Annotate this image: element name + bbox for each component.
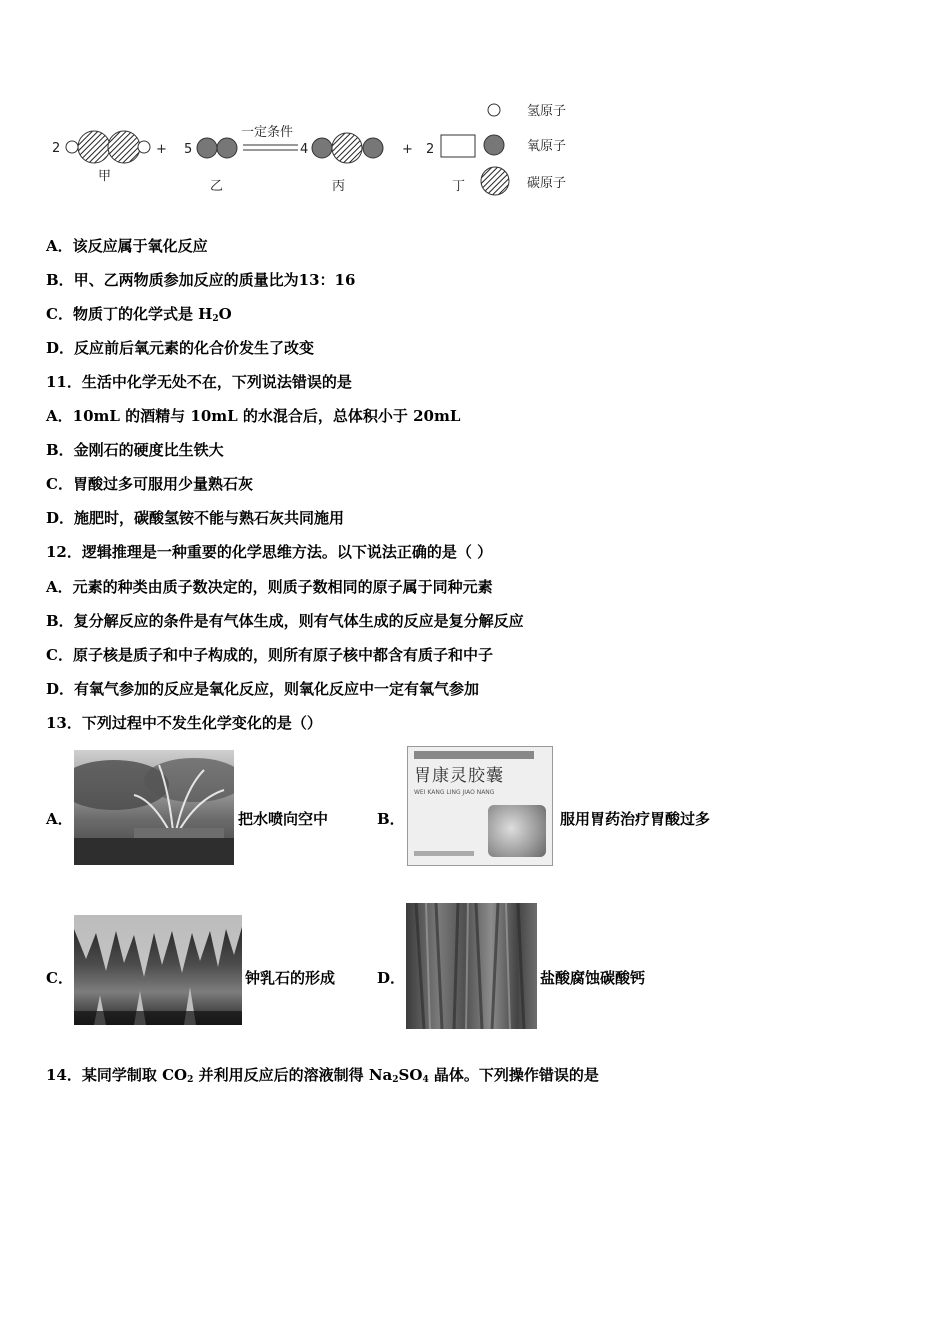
q11-option-d: D．施肥时，碳酸氢铵不能与熟石灰共同施用	[46, 509, 345, 527]
q13-c-text: 钟乳石的形成	[245, 969, 336, 987]
label-yi: 乙	[210, 179, 224, 194]
oxygen-atom	[312, 138, 332, 158]
box-brand-text: 胃康灵胶囊	[414, 766, 504, 786]
carbon-atom	[78, 131, 110, 163]
oxygen-atom	[363, 138, 383, 158]
hydrogen-atom	[66, 141, 78, 153]
legend-carbon-label: 碳原子	[527, 176, 567, 191]
stalactite-photo	[74, 915, 242, 1025]
fountain-photo	[74, 750, 234, 865]
q10-c-pre: C．物质丁的化学式是 H	[46, 305, 213, 323]
unknown-box	[441, 135, 475, 157]
legend-oxygen-icon	[484, 135, 504, 155]
q13-b-label: B．	[377, 810, 405, 828]
q14-mid: 并利用反应后的溶液制得 Na	[193, 1066, 393, 1084]
hydrogen-atom	[138, 141, 150, 153]
q11-option-a: A．10mL 的酒精与 10mL 的水混合后，总体积小于 20mL	[46, 407, 461, 425]
reaction-diagram	[40, 98, 600, 208]
medicine-box-photo	[407, 746, 553, 866]
q14-pre: 14．某同学制取 CO	[46, 1066, 188, 1084]
q13-d-text: 盐酸腐蚀碳酸钙	[540, 969, 646, 987]
q14-sub2: 2	[392, 1075, 399, 1085]
plus-sign: +	[156, 142, 167, 157]
legend-carbon-icon	[481, 167, 509, 195]
coeff-ding: 2	[426, 142, 435, 157]
q14-sub3: 4	[422, 1075, 429, 1085]
q10-c-sub: 2	[212, 314, 219, 324]
q14-post: 晶体。下列操作错误的是	[428, 1066, 599, 1084]
q12-option-b: B．复分解反应的条件是有气体生成，则有气体生成的反应是复分解反应	[46, 612, 524, 630]
condition-text: 一定条件	[241, 125, 294, 140]
q10-option-a: A．该反应属于氧化反应	[46, 237, 208, 255]
stomach-icon	[488, 805, 546, 857]
q10-option-b: B．甲、乙两物质参加反应的质量比为13：16	[46, 271, 356, 289]
q13-a-label: A．	[46, 810, 73, 828]
box-pinyin-text: WEI KANG LING JIAO NANG	[414, 789, 495, 796]
q14-mid2: SO	[398, 1066, 423, 1084]
limestone-photo	[406, 903, 537, 1029]
q13-d-label: D．	[377, 969, 406, 987]
plus-sign: +	[402, 142, 413, 157]
q12-option-a: A．元素的种类由质子数决定的，则质子数相同的原子属于同种元素	[46, 578, 493, 596]
q13-a-text: 把水喷向空中	[238, 810, 329, 828]
q14-stem	[46, 1065, 599, 1090]
carbon-atom	[108, 131, 140, 163]
q12-option-d: D．有氧气参加的反应是氧化反应，则氧化反应中一定有氧气参加	[46, 680, 480, 698]
q11-option-b: B．金刚石的硬度比生铁大	[46, 441, 224, 459]
q11-stem: 11．生活中化学无处不在，下列说法错误的是	[46, 373, 352, 391]
q10-option-c	[46, 304, 232, 329]
q13-stem: 13．下列过程中不发生化学变化的是（）	[46, 714, 322, 732]
carbon-atom	[332, 133, 362, 163]
coeff-yi: 5	[184, 142, 193, 157]
coeff-jia: 2	[52, 141, 61, 156]
legend-hydrogen-label: 氢原子	[527, 104, 567, 119]
label-ding: 丁	[452, 179, 466, 194]
q14-sub1: 2	[187, 1075, 194, 1085]
q10-c-post: O	[218, 305, 232, 323]
q10-option-d: D．反应前后氧元素的化合价发生了改变	[46, 339, 315, 357]
q12-stem: 12．逻辑推理是一种重要的化学思维方法。以下说法正确的是（ ）	[46, 543, 493, 561]
oxygen-atom	[217, 138, 237, 158]
legend-hydrogen-icon	[488, 104, 500, 116]
q11-option-c: C．胃酸过多可服用少量熟石灰	[46, 475, 253, 493]
q13-b-text: 服用胃药治疗胃酸过多	[560, 810, 711, 828]
q13-c-label: C．	[46, 969, 73, 987]
legend-oxygen-label: 氧原子	[527, 139, 567, 154]
oxygen-atom	[197, 138, 217, 158]
q12-option-c: C．原子核是质子和中子构成的，则所有原子核中都含有质子和中子	[46, 646, 493, 664]
label-jia: 甲	[98, 169, 112, 184]
label-bing: 丙	[332, 179, 346, 194]
coeff-bing: 4	[300, 142, 309, 157]
